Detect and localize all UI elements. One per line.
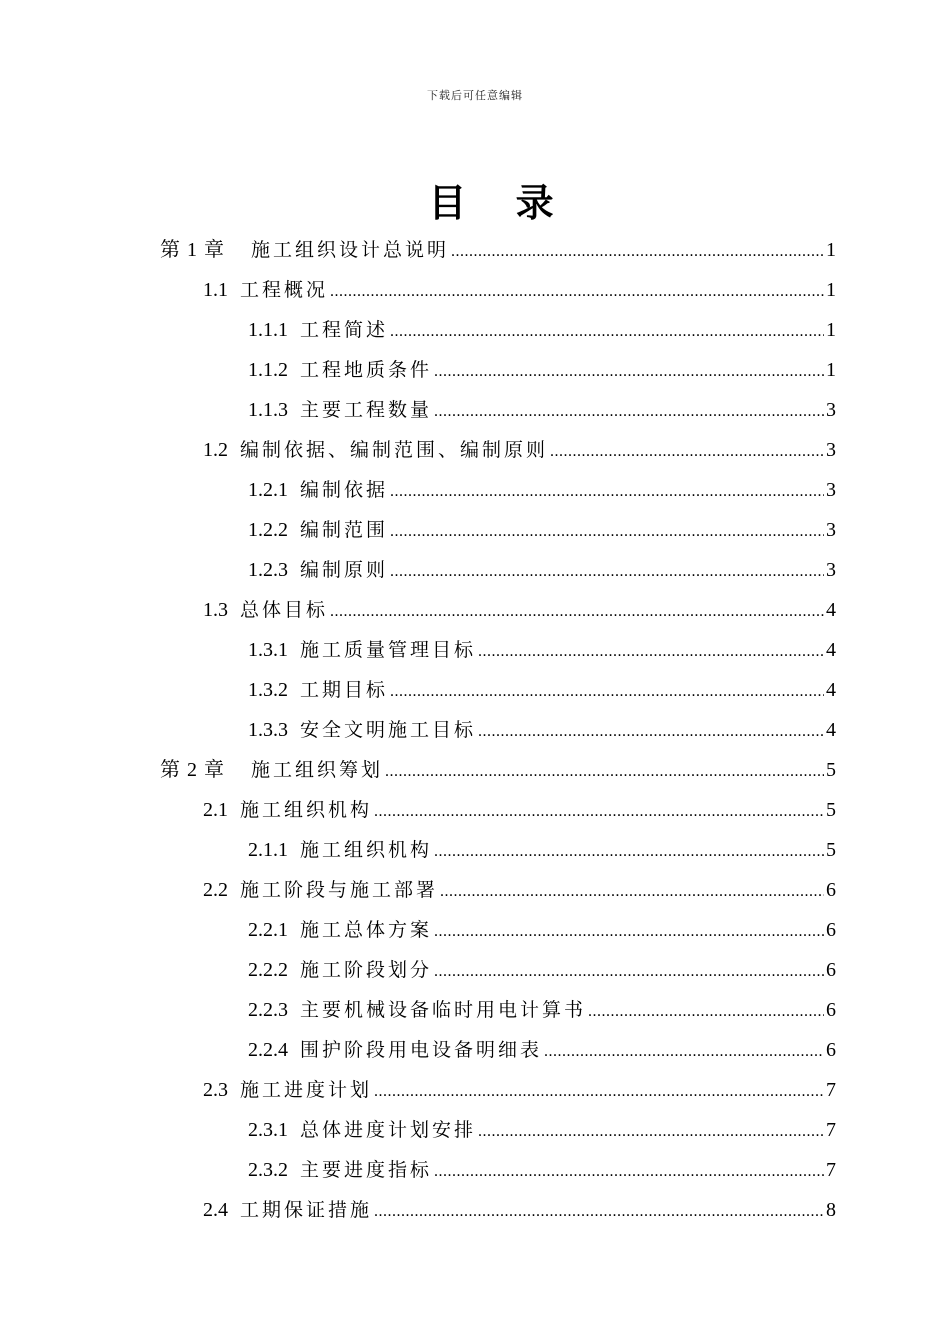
toc-dot-leader bbox=[390, 512, 824, 552]
toc-entry-text: 工期保证措施 bbox=[240, 1199, 373, 1221]
toc-page-number: 3 bbox=[826, 399, 836, 421]
toc-entry-text: 安全文明施工目标 bbox=[300, 719, 477, 741]
toc-entry-text: 主要机械设备临时用电计算书 bbox=[300, 999, 587, 1021]
toc-entry-number: 2.3 bbox=[203, 1079, 228, 1101]
toc-entry-text: 总体目标 bbox=[240, 599, 329, 621]
toc-entry-number: 第 1 章 bbox=[160, 239, 225, 261]
toc-entry-text: 施工进度计划 bbox=[240, 1079, 373, 1101]
toc-dot-leader bbox=[330, 592, 824, 632]
toc-entry-number: 2.1.1 bbox=[248, 839, 288, 861]
toc-page-number: 4 bbox=[826, 719, 836, 741]
toc-entry-number: 2.3.1 bbox=[248, 1119, 288, 1141]
toc-dot-leader bbox=[434, 832, 824, 872]
toc-page-number: 7 bbox=[826, 1119, 836, 1141]
toc-page-number: 3 bbox=[826, 439, 836, 461]
toc-page-number: 6 bbox=[826, 919, 836, 941]
toc-entry[interactable] bbox=[248, 550, 836, 590]
toc-entry[interactable] bbox=[248, 990, 836, 1030]
toc-entry[interactable] bbox=[248, 1150, 836, 1190]
toc-page-number: 5 bbox=[826, 839, 836, 861]
toc-entry-number: 2.2.2 bbox=[248, 959, 288, 981]
toc-entry-text: 施工组织筹划 bbox=[251, 759, 384, 781]
toc-entry-number: 1.2.2 bbox=[248, 519, 288, 541]
toc-dot-leader bbox=[390, 672, 824, 712]
toc-entry[interactable] bbox=[248, 350, 836, 390]
toc-dot-leader bbox=[478, 1112, 824, 1152]
toc-entry-text: 施工阶段划分 bbox=[300, 959, 433, 981]
toc-dot-leader bbox=[544, 1032, 824, 1072]
toc-entry-text: 主要进度指标 bbox=[300, 1159, 433, 1181]
toc-entry-number: 2.3.2 bbox=[248, 1159, 288, 1181]
toc-dot-leader bbox=[330, 272, 824, 312]
toc-page-number: 5 bbox=[826, 759, 836, 781]
toc-dot-leader bbox=[440, 872, 824, 912]
toc-entry-number: 1.3.1 bbox=[248, 639, 288, 661]
toc-page-number: 1 bbox=[826, 239, 836, 261]
toc-entry-text: 工期目标 bbox=[300, 679, 389, 701]
toc-dot-leader bbox=[478, 632, 824, 672]
toc-dot-leader bbox=[374, 1192, 824, 1232]
toc-entry[interactable] bbox=[203, 790, 836, 830]
toc-entry-text: 编制依据 bbox=[300, 479, 389, 501]
toc-title: 目 录 bbox=[428, 180, 572, 225]
toc-entry-text: 围护阶段用电设备明细表 bbox=[300, 1039, 543, 1061]
toc-entry-number: 1.1.3 bbox=[248, 399, 288, 421]
toc-entry-number: 1.1 bbox=[203, 279, 228, 301]
toc-dot-leader bbox=[451, 232, 824, 272]
toc-entry[interactable] bbox=[203, 870, 836, 910]
toc-entry[interactable] bbox=[203, 270, 836, 310]
toc-entry-number: 1.2.3 bbox=[248, 559, 288, 581]
toc-page-number: 6 bbox=[826, 1039, 836, 1061]
toc-page-number: 3 bbox=[826, 479, 836, 501]
toc-page-number: 1 bbox=[826, 279, 836, 301]
toc-page-number: 8 bbox=[826, 1199, 836, 1221]
toc-entry[interactable] bbox=[248, 1110, 836, 1150]
toc-page-number: 4 bbox=[826, 679, 836, 701]
toc-entry[interactable] bbox=[248, 710, 836, 750]
toc-entry-number: 第 2 章 bbox=[160, 759, 225, 781]
toc-page-number: 1 bbox=[826, 359, 836, 381]
toc-dot-leader bbox=[390, 472, 824, 512]
toc-entry[interactable] bbox=[248, 670, 836, 710]
toc-entry-text: 施工总体方案 bbox=[300, 919, 433, 941]
toc-entry-number: 1.1.2 bbox=[248, 359, 288, 381]
toc-entry-number: 1.2.1 bbox=[248, 479, 288, 501]
toc-dot-leader bbox=[478, 712, 824, 752]
toc-entry[interactable] bbox=[248, 830, 836, 870]
page-header-note: 下载后可任意编辑 bbox=[427, 89, 523, 102]
toc-entry-text: 编制范围 bbox=[300, 519, 389, 541]
toc-entry[interactable] bbox=[160, 230, 836, 270]
toc-entry-number: 2.4 bbox=[203, 1199, 228, 1221]
toc-page-number: 3 bbox=[826, 559, 836, 581]
toc-entry[interactable] bbox=[160, 750, 836, 790]
toc-entry-text: 编制原则 bbox=[300, 559, 389, 581]
toc-entry[interactable] bbox=[248, 510, 836, 550]
toc-page-number: 6 bbox=[826, 879, 836, 901]
toc-dot-leader bbox=[390, 312, 824, 352]
toc-entry-text: 施工质量管理目标 bbox=[300, 639, 477, 661]
toc-dot-leader bbox=[390, 552, 824, 592]
toc-entry-number: 2.2.3 bbox=[248, 999, 288, 1021]
toc-entry-text: 施工组织设计总说明 bbox=[251, 239, 450, 261]
toc-dot-leader bbox=[434, 912, 824, 952]
toc-entry[interactable] bbox=[248, 470, 836, 510]
toc-page-number: 7 bbox=[826, 1159, 836, 1181]
toc-dot-leader bbox=[374, 792, 824, 832]
toc-entry[interactable] bbox=[203, 430, 836, 470]
toc-dot-leader bbox=[434, 1152, 824, 1192]
toc-entry-number: 1.3.2 bbox=[248, 679, 288, 701]
toc-entry-number: 1.3 bbox=[203, 599, 228, 621]
toc-entry-text: 施工阶段与施工部署 bbox=[240, 879, 439, 901]
toc-entry[interactable] bbox=[248, 310, 836, 350]
toc-entry-text: 工程概况 bbox=[240, 279, 329, 301]
toc-entry-number: 1.3.3 bbox=[248, 719, 288, 741]
toc-entry[interactable] bbox=[248, 910, 836, 950]
toc-dot-leader bbox=[385, 752, 824, 792]
toc-dot-leader bbox=[550, 432, 824, 472]
toc-entry-text: 施工组织机构 bbox=[300, 839, 433, 861]
toc-page-number: 3 bbox=[826, 519, 836, 541]
toc-entry[interactable] bbox=[203, 1190, 836, 1230]
toc-page-number: 4 bbox=[826, 599, 836, 621]
toc-entry-number: 2.2.4 bbox=[248, 1039, 288, 1061]
toc-entry[interactable] bbox=[203, 590, 836, 630]
toc-entry-number: 1.2 bbox=[203, 439, 228, 461]
toc-dot-leader bbox=[588, 992, 824, 1032]
toc-entry[interactable] bbox=[248, 950, 836, 990]
toc-dot-leader bbox=[434, 952, 824, 992]
toc-entry-text: 工程地质条件 bbox=[300, 359, 433, 381]
toc-entry-number: 2.1 bbox=[203, 799, 228, 821]
toc-dot-leader bbox=[374, 1072, 824, 1112]
toc-entry-text: 编制依据、编制范围、编制原则 bbox=[240, 439, 549, 461]
toc-page-number: 6 bbox=[826, 999, 836, 1021]
toc-entry-text: 主要工程数量 bbox=[300, 399, 433, 421]
toc-entry-text: 施工组织机构 bbox=[240, 799, 373, 821]
toc-entry[interactable] bbox=[203, 1070, 836, 1110]
toc-page-number: 1 bbox=[826, 319, 836, 341]
toc-page-number: 5 bbox=[826, 799, 836, 821]
toc-entry-number: 2.2 bbox=[203, 879, 228, 901]
toc-page-number: 4 bbox=[826, 639, 836, 661]
toc-entry-text: 工程简述 bbox=[300, 319, 389, 341]
toc-entry-number: 1.1.1 bbox=[248, 319, 288, 341]
toc-entry[interactable] bbox=[248, 630, 836, 670]
toc-entry[interactable] bbox=[248, 390, 836, 430]
toc-dot-leader bbox=[434, 392, 824, 432]
toc-entry[interactable] bbox=[248, 1030, 836, 1070]
toc-page-number: 7 bbox=[826, 1079, 836, 1101]
toc-entry-number: 2.2.1 bbox=[248, 919, 288, 941]
toc-page-number: 6 bbox=[826, 959, 836, 981]
toc-entry-text: 总体进度计划安排 bbox=[300, 1119, 477, 1141]
toc-dot-leader bbox=[434, 352, 824, 392]
